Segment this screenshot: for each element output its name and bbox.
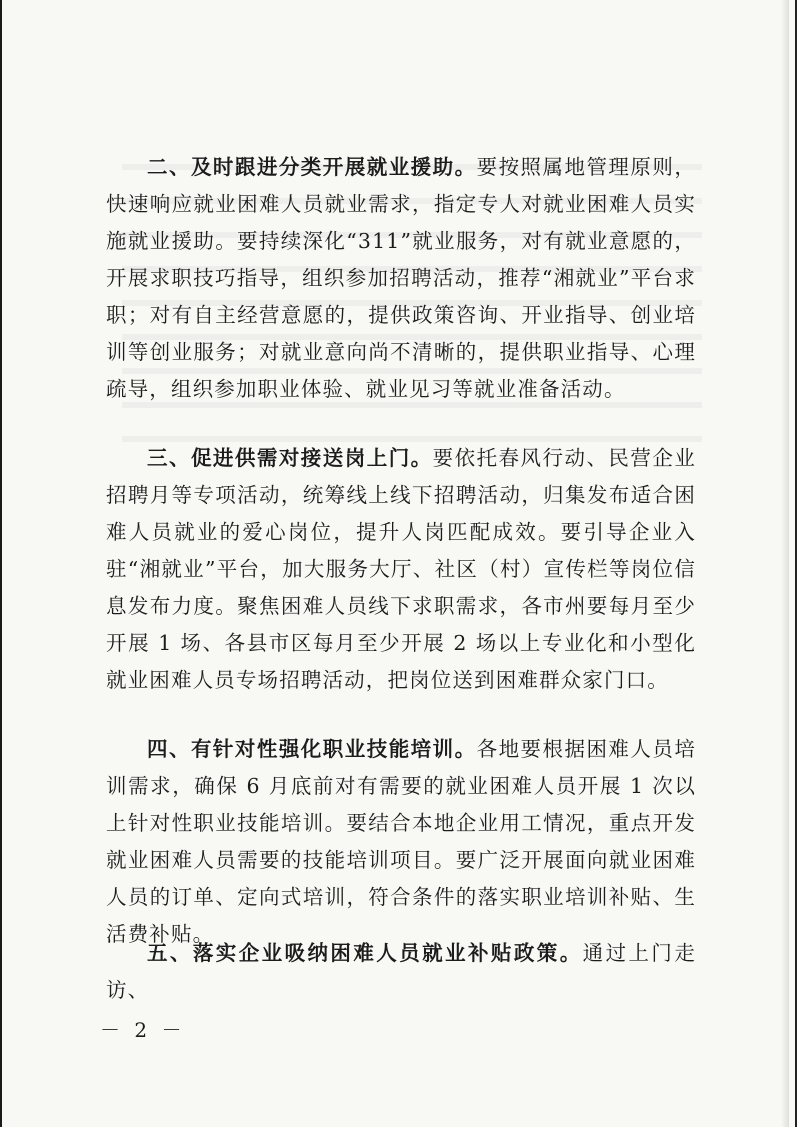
section-heading: 五、落实企业吸纳困难人员就业补贴政策。 [147, 941, 583, 965]
page-edge-shadow [781, 0, 789, 1127]
paragraph-body: 要按照属地管理原则，快速响应就业困难人员就业需求，指定专人对就业困难人员实施就业援助。要持续深化“311”就业服务，对有就业意愿的，开展求职技巧指导，组织参加招聘活动，推荐“湘就业”平台求职；对有自主经营意愿的，提供政策咨询、开业指导、创业培训等创业服务；对就业意向尚不清晰的，提供职业指导、心理疏导，组织参加职业体验、就业见习等就业准备活动。 [106, 155, 696, 401]
paragraph-body: 各地要根据困难人员培训需求，确保 6 月底前对有需要的就业困难人员开展 1 次以上针对性职业技能培训。要结合本地企业用工情况，重点开发就业困难人员需要的技能培训项目。要广泛开展面向就业困难人员的订单、定向式培训，符合条件的落实职业培训补贴、生活费补贴。 [106, 737, 696, 946]
paragraph-body: 通过上门走访、 [106, 941, 697, 1002]
section-heading: 二、及时跟进分类开展就业援助。 [147, 155, 477, 179]
paragraph-section-4 [106, 731, 696, 953]
section-heading: 四、有针对性强化职业技能培训。 [147, 737, 477, 761]
paragraph-section-3 [106, 440, 696, 699]
paragraph-body: 要依托春风行动、民营企业招聘月等专项活动，统筹线上线下招聘活动，归集发布适合困难人员就业的爱心岗位，提升人岗匹配成效。要引导企业入驻“湘就业”平台，加大服务大厅、社区（村）宣传栏等岗位信息发布力度。聚焦困难人员线下求职需求，各市州要每月至少开展 1 场、各县市区每月至少开展 2 场以上专业化和小型化就业困难人员专场招聘活动，把岗位送到困难群众家门口。 [106, 446, 696, 692]
page-number: － 2 － [100, 1018, 186, 1042]
section-heading: 三、促进供需对接送岗上门。 [147, 446, 433, 470]
paragraph-section-5 [106, 935, 696, 1009]
paragraph-section-2 [106, 149, 696, 408]
